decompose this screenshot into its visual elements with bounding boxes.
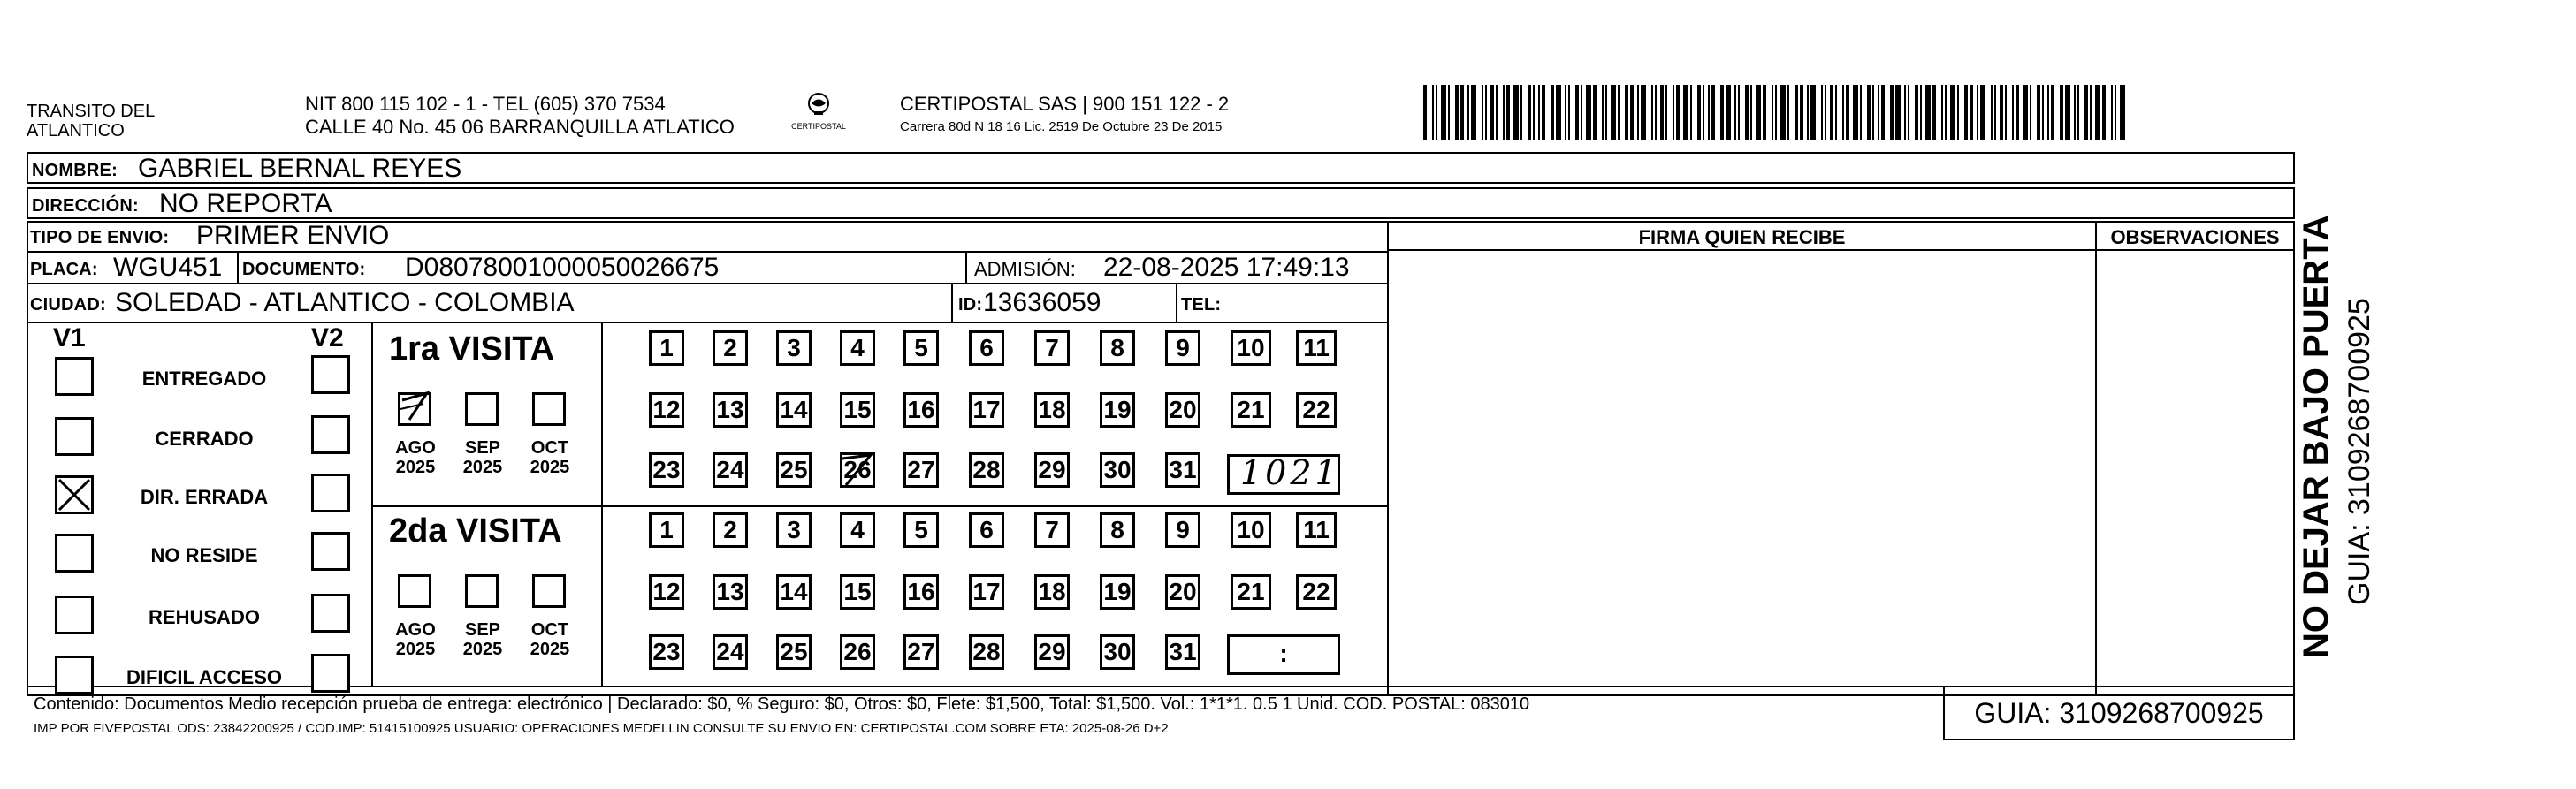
visit1-month-checkbox-0[interactable]	[398, 392, 431, 426]
barcode-bar	[1908, 85, 1909, 140]
month-year: 2025	[530, 640, 570, 659]
visit1-day-3[interactable]: 3	[776, 330, 812, 366]
v1-checkbox-4[interactable]	[55, 596, 94, 634]
barcode-bar	[1994, 85, 1996, 140]
barcode-bar	[1485, 85, 1487, 140]
logo-text: CERTIPOSTAL	[791, 122, 846, 131]
barcode-bar	[1756, 85, 1761, 140]
placa-divider	[237, 253, 239, 283]
tel-label: TEL:	[1181, 295, 1222, 315]
issuer-line1: TRANSITO DEL	[27, 102, 156, 121]
barcode-bar	[1750, 85, 1752, 140]
v2-checkbox-3[interactable]	[311, 532, 350, 571]
barcode-bar	[1528, 85, 1531, 140]
placa-label: PLACA:	[30, 260, 98, 279]
carrier-info	[900, 93, 1229, 139]
strike-icon	[837, 450, 876, 489]
visit2-day-17[interactable]: 17	[969, 574, 1004, 610]
barcode-bar	[1708, 85, 1710, 140]
barcode-bar	[1506, 85, 1510, 140]
barcode-bar	[1846, 85, 1849, 140]
divider-obs	[2095, 221, 2097, 696]
barcode-bar	[1602, 85, 1604, 140]
issuer-name	[27, 102, 155, 140]
barcode-bar	[2120, 85, 2125, 140]
visit1-day-24[interactable]: 24	[713, 452, 748, 488]
barcode-bar	[1821, 85, 1823, 140]
tipo-label: TIPO DE ENVIO:	[30, 228, 170, 247]
barcode-bar	[1448, 85, 1450, 140]
visit1-day-14[interactable]: 14	[776, 392, 812, 428]
barcode-bar	[1964, 85, 1968, 140]
visit2-day-5[interactable]: 5	[903, 512, 939, 548]
barcode-bar	[1683, 85, 1688, 140]
status-label-2: DIR. ERRADA	[140, 486, 269, 508]
barcode-bar	[1660, 85, 1664, 140]
firma-header: FIRMA QUIEN RECIBE	[1638, 226, 1846, 248]
x-mark-icon	[57, 478, 91, 512]
barcode-bar	[1800, 85, 1803, 140]
visit1-day-25[interactable]: 25	[776, 452, 812, 488]
visit1-day-18[interactable]: 18	[1034, 392, 1070, 428]
barcode-bar	[1482, 85, 1483, 140]
barcode-bar	[1957, 85, 1959, 140]
v1-checkbox-3[interactable]	[55, 534, 94, 573]
side-guia: GUIA: 3109268700925	[2343, 298, 2376, 605]
first-visit-time-box[interactable]	[1227, 454, 1340, 495]
status-label-3: NO RESIDE	[150, 544, 258, 566]
barcode-bar	[1745, 85, 1749, 140]
visit1-day-12[interactable]: 12	[649, 392, 684, 428]
visit1-day-30[interactable]: 30	[1100, 452, 1135, 488]
visit2-day-6[interactable]: 6	[969, 512, 1004, 548]
v2-checkbox-4[interactable]	[311, 594, 350, 633]
barcode-bar	[2102, 85, 2106, 140]
barcode-bar	[1763, 85, 1766, 140]
visit2-day-14[interactable]: 14	[776, 574, 812, 610]
barcode-bar	[1641, 85, 1646, 140]
barcode-bar	[2060, 85, 2063, 140]
visit2-day-11[interactable]: 11	[1296, 512, 1337, 548]
barcode-bar	[1738, 85, 1740, 140]
barcode-bar	[1586, 85, 1591, 140]
visit2-day-12[interactable]: 12	[649, 574, 684, 610]
visit2-day-18[interactable]: 18	[1034, 574, 1070, 610]
visit1-day-5[interactable]: 5	[903, 330, 939, 366]
visit2-day-29[interactable]: 29	[1034, 634, 1070, 670]
v2-checkbox-2[interactable]	[311, 474, 350, 512]
barcode-bar	[1890, 85, 1894, 140]
status-label-1: CERRADO	[155, 428, 254, 450]
second-visit-time-box[interactable]	[1227, 634, 1340, 675]
visit1-month-label-0	[389, 438, 442, 477]
barcode-bar	[2084, 85, 2088, 140]
barcode-bar	[1625, 85, 1628, 140]
month-year: 2025	[395, 640, 436, 659]
visit1-month-checkbox-2[interactable]	[532, 392, 566, 426]
barcode-bar	[1842, 85, 1844, 140]
id-value: 13636059	[983, 288, 1101, 317]
visit2-day-9[interactable]: 9	[1165, 512, 1200, 548]
v1-checkbox-1[interactable]	[55, 417, 94, 456]
barcode-bar	[2051, 85, 2054, 140]
month-name: SEP	[464, 620, 501, 640]
visit1-day-26[interactable]: 26	[840, 452, 875, 488]
month-year: 2025	[395, 458, 436, 477]
barcode-bar	[1711, 85, 1715, 140]
visit2-day-2[interactable]: 2	[713, 512, 748, 548]
barcode-bar	[1780, 85, 1786, 140]
barcode-bar	[1673, 85, 1674, 140]
visit2-day-4[interactable]: 4	[840, 512, 875, 548]
barcode-bar	[2030, 85, 2031, 140]
barcode-bar	[1441, 85, 1446, 140]
first-visit-time: 1021	[1240, 453, 1340, 492]
barcode-bar	[1941, 85, 1943, 140]
visit1-month-checkbox-1[interactable]	[465, 392, 499, 426]
visit1-day-16[interactable]: 16	[903, 392, 939, 428]
barcode-bar	[1565, 85, 1566, 140]
barcode-bar	[1734, 85, 1736, 140]
barcode-bar	[1980, 85, 1985, 140]
barcode-bar	[1904, 85, 1906, 140]
barcode-bar	[1830, 85, 1833, 140]
barcode-bar	[1945, 85, 1947, 140]
barcode-bar	[1432, 85, 1434, 140]
visit-divider	[371, 505, 1388, 507]
visit1-day-23[interactable]: 23	[649, 452, 684, 488]
visit1-day-15[interactable]: 15	[840, 392, 875, 428]
barcode-bar	[1655, 85, 1657, 140]
visit2-day-10[interactable]: 10	[1231, 512, 1271, 548]
barcode-bar	[1556, 85, 1561, 140]
visit2-day-27[interactable]: 27	[903, 634, 939, 670]
visit2-day-28[interactable]: 28	[969, 634, 1004, 670]
barcode-bar	[1872, 85, 1874, 140]
nit-line: NIT 800 115 102 - 1 - TEL (605) 370 7534	[305, 93, 666, 115]
barcode-bar	[1720, 85, 1724, 140]
visit1-day-28[interactable]: 28	[969, 452, 1004, 488]
nombre-label: NOMBRE:	[32, 161, 118, 180]
barcode-bar	[1436, 85, 1437, 140]
barcode-bar	[1977, 85, 1978, 140]
footer-guia-box	[1943, 686, 2295, 740]
visit1-day-21[interactable]: 21	[1231, 392, 1271, 428]
visit1-day-4[interactable]: 4	[840, 330, 875, 366]
visit1-day-11[interactable]: 11	[1296, 330, 1337, 366]
barcode-bar	[2074, 85, 2076, 140]
direccion-value: NO REPORTA	[159, 189, 332, 218]
v2-checkbox-1[interactable]	[311, 415, 350, 454]
carrier-license: Carrera 80d N 18 16 Lic. 2519 De Octubre 23 De 2015	[900, 119, 1223, 134]
divider-firma	[1387, 221, 1389, 696]
barcode-bar	[1726, 85, 1731, 140]
barcode-bar	[1772, 85, 1773, 140]
documento-value: D08078001000050026675	[405, 253, 720, 282]
barcode-bar	[1568, 85, 1570, 140]
barcode-bar	[1605, 85, 1607, 140]
visit1-day-1[interactable]: 1	[649, 330, 684, 366]
footer-contenido: Contenido: Documentos Medio recepción prueba de entrega: electrónico | Declarado: $0, % Seguro: $0, Otros: $0, Flete: $1,500, Total: $1,500. Vol.: 1*1*1. 0.5 1 Unid. COD. POSTAL: 083010	[34, 694, 1530, 714]
barcode-bar	[1860, 85, 1862, 140]
id-label: ID:	[958, 295, 983, 315]
v1-checkbox-2[interactable]	[55, 475, 94, 514]
barcode-bar	[1867, 85, 1871, 140]
barcode-bar	[1932, 85, 1936, 140]
barcode-bar	[1853, 85, 1858, 140]
admision-label: ADMISIÓN:	[974, 258, 1076, 280]
barcode-bar	[2065, 85, 2070, 140]
footer-guia: GUIA: 3109268700925	[1974, 697, 2264, 729]
visit2-day-31[interactable]: 31	[1165, 634, 1200, 670]
barcode-bar	[1825, 85, 1826, 140]
barcode-bar	[1581, 85, 1582, 140]
direccion-row	[27, 187, 2295, 219]
barcode-bar	[2005, 85, 2007, 140]
barcode-bar	[2090, 85, 2092, 140]
barcode-bar	[1795, 85, 1798, 140]
tipo-value: PRIMER ENVIO	[196, 221, 390, 250]
visit2-month-label-2	[523, 620, 576, 659]
visit2-month-checkbox-1[interactable]	[465, 574, 499, 608]
barcode-bar	[1915, 85, 1918, 140]
month-name: OCT	[530, 438, 569, 458]
visit2-day-3[interactable]: 3	[776, 512, 812, 548]
barcode-bar	[1665, 85, 1667, 140]
barcode-bar	[2016, 85, 2019, 140]
visit1-day-27[interactable]: 27	[903, 452, 939, 488]
barcode-bar	[1496, 85, 1498, 140]
visit1-day-2[interactable]: 2	[713, 330, 748, 366]
visit1-day-9[interactable]: 9	[1165, 330, 1200, 366]
barcode-bar	[1611, 85, 1616, 140]
barcode-bar	[1538, 85, 1540, 140]
visit1-day-8[interactable]: 8	[1100, 330, 1135, 366]
direccion-label: DIRECCIÓN:	[32, 196, 139, 216]
issuer-contact	[305, 93, 735, 139]
barcode-bar	[1895, 85, 1901, 140]
nombre-row	[27, 152, 2295, 184]
visit2-month-checkbox-0[interactable]	[398, 574, 431, 608]
barcode-bar	[1467, 85, 1469, 140]
month-year: 2025	[462, 640, 503, 659]
visit2-day-21[interactable]: 21	[1231, 574, 1271, 610]
visit1-day-20[interactable]: 20	[1165, 392, 1200, 428]
barcode-bar	[1970, 85, 1973, 140]
ciudad-value: SOLEDAD - ATLANTICO - COLOMBIA	[115, 288, 575, 317]
barcode-bar	[1690, 85, 1692, 140]
visit2-day-20[interactable]: 20	[1165, 574, 1200, 610]
barcode-bar	[1630, 85, 1634, 140]
second-visit-title: 2da VISITA	[389, 512, 562, 550]
visit2-day-15[interactable]: 15	[840, 574, 875, 610]
status-label-5: DIFICIL ACCESO	[126, 666, 282, 688]
barcode-bar	[1676, 85, 1680, 140]
barcode-bar	[1950, 85, 1955, 140]
barcode-bar	[2037, 85, 2040, 140]
barcode-bar	[2077, 85, 2079, 140]
month-year: 2025	[530, 458, 570, 477]
visit2-month-checkbox-2[interactable]	[532, 574, 566, 608]
month-divider	[601, 322, 603, 686]
second-visit-time: :	[1279, 640, 1288, 667]
visit2-month-label-0	[389, 620, 442, 659]
barcode-bar	[1925, 85, 1931, 140]
visit2-month-label-1	[456, 620, 509, 659]
visit2-day-19[interactable]: 19	[1100, 574, 1135, 610]
barcode-bar	[1775, 85, 1777, 140]
row5-bottom	[27, 322, 1388, 323]
visit1-month-label-1	[456, 438, 509, 477]
visit2-day-7[interactable]: 7	[1034, 512, 1070, 548]
documento-label: DOCUMENTO:	[242, 260, 366, 279]
month-name: AGO	[395, 438, 436, 458]
side-notice: NO DEJAR BAJO PUERTA	[2297, 215, 2336, 658]
barcode-bar	[1618, 85, 1620, 140]
barcode-bar	[2095, 85, 2100, 140]
barcode-bar	[1460, 85, 1464, 140]
status-label-0: ENTREGADO	[141, 368, 267, 390]
visit2-day-13[interactable]: 13	[713, 574, 748, 610]
barcode-bar	[1542, 85, 1545, 140]
visit1-day-10[interactable]: 10	[1231, 330, 1271, 366]
v1-header: V1	[53, 323, 86, 353]
visit2-day-23[interactable]: 23	[649, 634, 684, 670]
nombre-value: GABRIEL BERNAL REYES	[138, 154, 462, 183]
barcode-bar	[1810, 85, 1816, 140]
placa-value: WGU451	[113, 253, 223, 282]
barcode-bar	[1423, 85, 1427, 140]
checkmark-icon	[397, 390, 431, 423]
visit2-day-16[interactable]: 16	[903, 574, 939, 610]
visit1-day-22[interactable]: 22	[1296, 392, 1337, 428]
barcode-bar	[2115, 85, 2116, 140]
barcode-bar	[1991, 85, 1993, 140]
observaciones-header: OBSERVACIONES	[2110, 226, 2280, 248]
visit1-day-7[interactable]: 7	[1034, 330, 1070, 366]
month-name: OCT	[530, 620, 569, 640]
row4-bottom	[27, 283, 1388, 284]
barcode-bar	[1920, 85, 1922, 140]
visit2-day-1[interactable]: 1	[649, 512, 684, 548]
barcode-bar	[1490, 85, 1494, 140]
barcode-bar	[1703, 85, 1704, 140]
month-year: 2025	[462, 458, 503, 477]
footer-imp: IMP POR FIVEPOSTAL ODS: 23842200925 / COD.IMP: 51415100925 USUARIO: OPERACIONES MEDELLIN CONSULTE SU ENVIO EN: CERTIPOSTAL.COM SOBRE ETA: 2025-08-26 D+2	[34, 721, 1169, 736]
barcode-bar	[2042, 85, 2044, 140]
barcode-bar	[1651, 85, 1653, 140]
v2-checkbox-5[interactable]	[311, 654, 350, 693]
month-name: SEP	[464, 438, 501, 458]
visit2-day-30[interactable]: 30	[1100, 634, 1135, 670]
status-divider	[371, 322, 373, 686]
certipostal-logo	[787, 88, 850, 134]
v2-header: V2	[311, 323, 344, 353]
visit1-day-31[interactable]: 31	[1165, 452, 1200, 488]
visit2-day-25[interactable]: 25	[776, 634, 812, 670]
barcode-bar	[1787, 85, 1789, 140]
barcode-bar	[1520, 85, 1522, 140]
v1-checkbox-0[interactable]	[55, 357, 94, 396]
visit1-day-13[interactable]: 13	[713, 392, 748, 428]
address-line: CALLE 40 No. 45 06 BARRANQUILLA ATLATICO	[305, 116, 735, 138]
visit2-day-22[interactable]: 22	[1296, 574, 1337, 610]
visit2-day-24[interactable]: 24	[713, 634, 748, 670]
barcode-bar	[1637, 85, 1639, 140]
admision-value: 22-08-2025 17:49:13	[1103, 253, 1350, 282]
visit1-day-19[interactable]: 19	[1100, 392, 1135, 428]
ciudad-label: CIUDAD:	[30, 295, 106, 315]
visit2-day-26[interactable]: 26	[840, 634, 875, 670]
barcode-bar	[1455, 85, 1459, 140]
visit2-day-8[interactable]: 8	[1100, 512, 1135, 548]
status-label-4: REHUSADO	[149, 606, 260, 628]
barcode-bar	[2023, 85, 2028, 140]
visit1-month-label-2	[523, 438, 576, 477]
carrier-line: CERTIPOSTAL SAS | 900 151 122 - 2	[900, 93, 1230, 115]
barcode-bar	[1503, 85, 1505, 140]
barcode-bar	[2000, 85, 2003, 140]
header-underline	[1387, 249, 2295, 251]
barcode	[1423, 85, 2130, 140]
barcode-bar	[1807, 85, 1809, 140]
barcode-bar	[1593, 85, 1597, 140]
barcode-bar	[1697, 85, 1701, 140]
barcode-bar	[2012, 85, 2014, 140]
barcode-bar	[1551, 85, 1554, 140]
barcode-bar	[1878, 85, 1879, 140]
tel-divider	[1176, 284, 1177, 322]
barcode-bar	[2047, 85, 2049, 140]
barcode-bar	[1513, 85, 1519, 140]
v1-checkbox-5[interactable]	[55, 656, 94, 694]
visit1-day-6[interactable]: 6	[969, 330, 1004, 366]
barcode-bar	[1575, 85, 1579, 140]
barcode-bar	[1835, 85, 1837, 140]
month-name: AGO	[395, 620, 436, 640]
first-visit-title: 1ra VISITA	[389, 330, 555, 368]
barcode-bar	[1533, 85, 1535, 140]
barcode-bar	[1881, 85, 1885, 140]
barcode-bar	[1471, 85, 1476, 140]
admision-divider	[965, 253, 967, 283]
barcode-bar	[2111, 85, 2113, 140]
visit1-day-29[interactable]: 29	[1034, 452, 1070, 488]
v2-checkbox-0[interactable]	[311, 355, 350, 394]
id-divider	[951, 284, 953, 322]
issuer-line2: ATLANTICO	[27, 121, 125, 140]
visit1-day-17[interactable]: 17	[969, 392, 1004, 428]
